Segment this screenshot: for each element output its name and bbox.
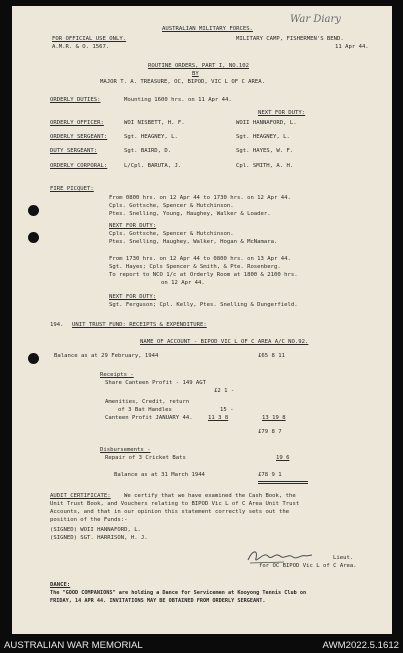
disbursement-amount: 19 6	[276, 455, 290, 461]
section-number: 194.	[50, 322, 64, 328]
receipt-line: Share Canteen Profit - 149 AGT	[105, 380, 207, 386]
next-for-duty-label: NEXT FOR DUTY:	[258, 110, 306, 116]
audit-label: AUDIT CERTIFICATE:	[50, 493, 111, 499]
opening-balance-amount: £65 8 11	[258, 353, 285, 359]
fire-next-line: Sgt. Ferguson; Cpl. Kelly, Ptes. Snelling & Dungerfield.	[109, 302, 298, 308]
fire-picquet-line: From 1730 hrs. on 12 Apr 44 to 0800 hrs. on 13 Apr 44.	[109, 256, 291, 262]
account-name: NAME OF ACCOUNT - BIPOD VIC L OF C AREA A/C NO.92.	[140, 339, 309, 345]
title-line-2: BY	[192, 71, 199, 77]
fire-next-line: Cpls. Gottsche, Spencer & Hutchinson.	[109, 231, 234, 237]
punch-hole	[28, 205, 39, 216]
duty-next: WOII HANNAFORD, L.	[236, 120, 297, 126]
opening-balance-label: Balance as at 29 February, 1944	[54, 353, 159, 359]
receipt-line: Canteen Profit JANUARY 44.	[105, 415, 193, 421]
receipt-amount: 15 -	[220, 407, 234, 413]
document-page	[12, 6, 392, 634]
title-line-1: ROUTINE ORDERS, PART I, NO.102	[148, 63, 250, 69]
disbursement-line: Repair of 3 Cricket Bats	[105, 455, 186, 461]
duty-current: Sgt. BAIRD, D.	[124, 148, 172, 154]
duty-next: Sgt. HEAGNEY, L.	[236, 134, 290, 140]
double-underline	[258, 481, 308, 484]
fire-next-line: Ptes. Snelling, Haughey, Walker, Hogan & McNamara.	[109, 239, 278, 245]
duty-current: L/Cpl. BARUTA, J.	[124, 163, 182, 169]
orderly-duties-text: Mounting 1600 hrs. on 11 Apr 44.	[124, 97, 232, 103]
footer-accession: AWM2022.5.1612	[322, 640, 399, 651]
punch-hole	[28, 353, 39, 364]
receipt-amount: 11 3 8	[208, 415, 229, 421]
audit-signed: (SIGNED) WOII HANNAFORD, L.	[50, 527, 141, 533]
closing-balance-label: Balance as at 31 March 1944	[114, 472, 205, 478]
receipts-total: 13 19 8	[262, 415, 286, 421]
duty-next: Cpl. SMITH, A. H.	[236, 163, 294, 169]
dance-label: DANCE:	[50, 582, 71, 588]
duty-current: Sgt. HEAGNEY, L.	[124, 134, 178, 140]
audit-text: Unit Trust Book, and Vouchers relating to BIPOD Vic L of C Area Unit Trust	[50, 501, 300, 507]
pencil-note: War Diary	[290, 14, 341, 25]
fire-picquet-line: Ptes. Snelling, Young, Haughey, Walker & Loader.	[109, 211, 271, 217]
signature-rank: Lieut.	[333, 555, 354, 561]
fire-next-label: NEXT FOR DUTY:	[109, 223, 157, 229]
title-line-3: MAJOR T. A. TREASURE, OC, BIPOD, VIC L OF C AREA.	[100, 79, 266, 85]
duty-role: ORDERLY SERGEANT:	[50, 134, 108, 140]
orderly-duties-label: ORDERLY DUTIES:	[50, 97, 101, 103]
unit-trust-heading: UNIT TRUST FUND: RECEIPTS & EXPENDITURE:	[72, 322, 207, 328]
closing-balance-amount: £78 9 1	[258, 472, 282, 478]
fire-picquet-line: To report to NCO 1/c at Orderly Room at 1800 & 2100 hrs.	[109, 272, 298, 278]
audit-text-first: We certify that we have examined the Cash Book, the	[124, 493, 296, 499]
org-heading: AUSTRALIAN MILITARY FORCES.	[162, 26, 253, 32]
audit-text: position of the Funds:-	[50, 517, 128, 523]
dance-line: FRIDAY, 14 APR 44. INVITATIONS MAY BE OBTAINED FROM ORDERLY SERGEANT.	[50, 598, 266, 604]
punch-hole	[28, 232, 39, 243]
duty-next: Sgt. HAYES, W. F.	[236, 148, 294, 154]
disbursements-label: Disbursements -	[100, 447, 151, 453]
audit-text: Accounts, and that in our opinion this statement correctly sets out the	[50, 509, 290, 515]
fire-picquet-label: FIRE PICQUET:	[50, 186, 94, 192]
duty-role: DUTY SERGEANT:	[50, 148, 98, 154]
duty-role: ORDERLY CORPORAL:	[50, 163, 108, 169]
receipt-line: of 3 Bat Handles	[118, 407, 172, 413]
subtotal-amount: £79 8 7	[258, 429, 282, 435]
audit-signed: (SIGNED) SGT. HARRISON, H. J.	[50, 535, 148, 541]
fire-picquet-line: Cpls. Gottsche, Spencer & Hutchinson.	[109, 203, 234, 209]
fire-picquet-line: Sgt. Hayes; Cpls Spencer & Smith, & Pte. Rosenberg.	[109, 264, 281, 270]
fire-picquet-line: on 12 Apr 44.	[161, 280, 205, 286]
signature-for: for OC BIPOD Vic L of C Area.	[259, 563, 357, 569]
footer-source: AUSTRALIAN WAR MEMORIAL	[4, 640, 143, 651]
receipt-line: Amenities, Credit, return	[105, 399, 190, 405]
date: 11 Apr 44.	[335, 44, 369, 50]
reference: A.M.R. & O. 1567.	[52, 44, 110, 50]
location: MILITARY CAMP, FISHERMEN'S BEND.	[236, 36, 344, 42]
fire-next-label: NEXT FOR DUTY:	[109, 294, 157, 300]
fire-picquet-line: From 0800 hrs. on 12 Apr 44 to 1730 hrs. on 12 Apr 44.	[109, 195, 291, 201]
receipt-amount: £2 1 -	[214, 388, 235, 394]
classification: FOR OFFICIAL USE ONLY.	[52, 36, 127, 42]
footer-bar	[0, 638, 403, 653]
dance-line: The "GOOD COMPANIONS" are holding a Dance for Servicemen at Kooyong Tennis Club on	[50, 590, 307, 596]
duty-role: ORDERLY OFFICER:	[50, 120, 104, 126]
receipts-label: Receipts -	[100, 372, 134, 378]
duty-current: WOI NISBETT, H. F.	[124, 120, 185, 126]
